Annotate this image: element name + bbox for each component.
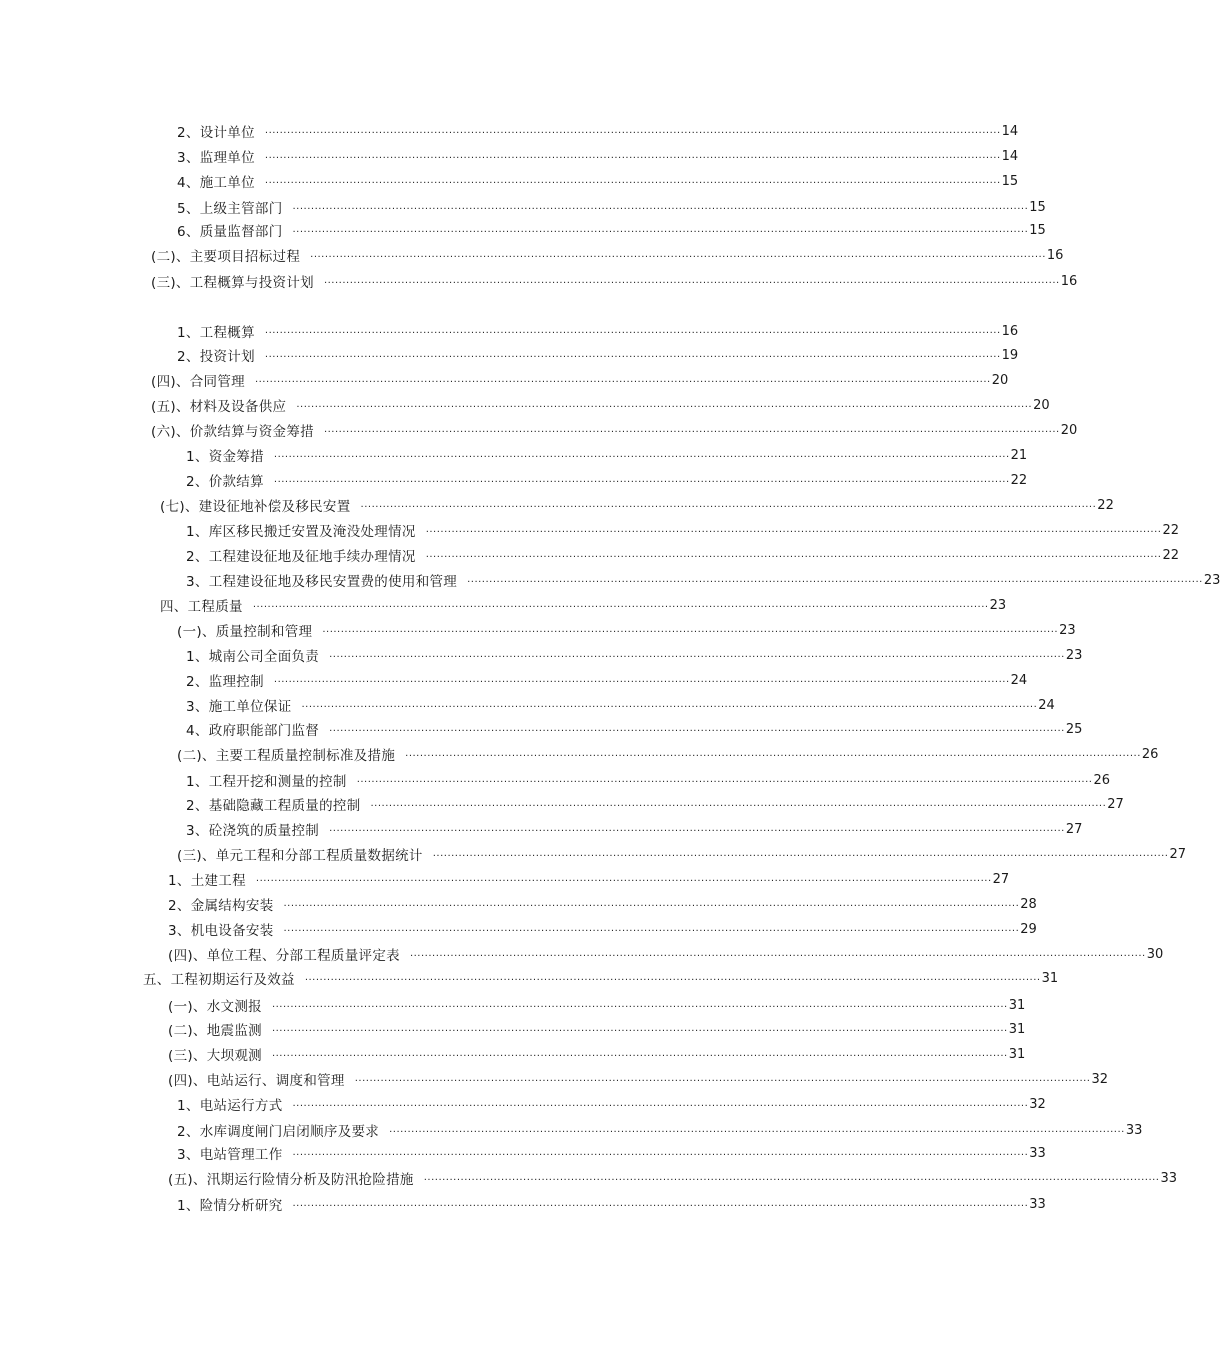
toc-leader-dots: ........................................................................................................................................................................................................ — [283, 898, 1020, 909]
toc-entry-title: 4、施工单位 — [177, 175, 255, 191]
toc-entry-title: (三)、单元工程和分部工程质量数据统计 — [177, 848, 423, 864]
toc-leader-dots: ........................................................................................................................................................................................................ — [271, 999, 1008, 1010]
toc-entry-page: 23 — [989, 597, 1007, 613]
toc-entry-page: 24 — [1038, 697, 1055, 713]
toc-entry-page: 15 — [1029, 199, 1046, 215]
toc-entry — [177, 1194, 1046, 1214]
toc-entry-title: 4、政府职能部门监督 — [186, 723, 320, 739]
toc-entry-title: 3、砼浇筑的质量控制 — [186, 823, 320, 839]
toc-entry-title: 五、工程初期运行及效益 — [143, 972, 295, 988]
toc-entry — [151, 420, 1078, 440]
toc-leader-dots: ........................................................................................................................................................................................................ — [264, 150, 1001, 161]
toc-entry-page: 22 — [1097, 497, 1114, 513]
toc-entry-page: 16 — [1046, 247, 1064, 263]
toc-entry — [177, 744, 1159, 764]
toc-entry-page: 32 — [1091, 1071, 1109, 1087]
toc-entry-title: (三)、工程概算与投资计划 — [151, 275, 314, 291]
toc-entry — [177, 171, 1019, 191]
toc-entry-page: 24 — [1010, 672, 1028, 688]
toc-entry-title: 四、工程质量 — [160, 599, 243, 615]
toc-leader-dots: ........................................................................................................................................................................................................ — [389, 1124, 1125, 1135]
toc-entry-page: 29 — [1020, 921, 1037, 937]
toc-entry — [168, 869, 1010, 889]
toc-entry — [186, 794, 1124, 814]
toc-entry-page: 15 — [1029, 222, 1046, 238]
toc-leader-dots: ........................................................................................................................................................................................................ — [296, 399, 1033, 410]
toc-leader-dots: ........................................................................................................................................................................................................ — [323, 424, 1060, 435]
toc-leader-dots: ........................................................................................................................................................................................................ — [425, 524, 1162, 535]
toc-entry-page: 33 — [1029, 1196, 1046, 1212]
toc-entry-page: 22 — [1010, 472, 1028, 488]
toc-entry-title: (六)、价款结算与资金筹措 — [151, 424, 314, 440]
toc-entry-page: 23 — [1065, 647, 1083, 663]
toc-entry-title: 5、上级主管部门 — [177, 201, 283, 217]
toc-leader-dots: ........................................................................................................................................................................................................ — [356, 774, 1093, 785]
toc-entry — [186, 695, 1055, 715]
toc-entry-title: 1、工程概算 — [177, 325, 255, 341]
toc-leader-dots: ........................................................................................................................................................................................................ — [273, 674, 1010, 685]
toc-leader-dots: ........................................................................................................................................................................................................ — [425, 549, 1162, 560]
toc-entry — [168, 1069, 1109, 1089]
toc-entry — [168, 919, 1037, 939]
toc-entry-title: 3、施工单位保证 — [186, 699, 292, 715]
toc-entry — [177, 1143, 1046, 1163]
toc-entry-title: (二)、地震监测 — [168, 1023, 262, 1039]
toc-leader-dots: ........................................................................................................................................................................................................ — [255, 873, 992, 884]
toc-entry-page: 31 — [1041, 970, 1059, 986]
toc-leader-dots: ........................................................................................................................................................................................................ — [370, 798, 1107, 809]
toc-leader-dots: ........................................................................................................................................................................................................ — [292, 1198, 1029, 1209]
toc-entry — [186, 645, 1083, 665]
toc-entry-page: 26 — [1141, 746, 1159, 762]
toc-leader-dots: ........................................................................................................................................................................................................ — [292, 1098, 1029, 1109]
toc-entry — [168, 894, 1037, 914]
toc-entry-page: 20 — [1060, 422, 1078, 438]
toc-entry-title: (一)、水文测报 — [168, 999, 262, 1015]
toc-entry-title: 2、投资计划 — [177, 349, 255, 365]
toc-entry — [177, 121, 1019, 141]
toc-entry-title: 6、质量监督部门 — [177, 224, 283, 240]
toc-entry-title: 2、监理控制 — [186, 674, 264, 690]
toc-leader-dots: ........................................................................................................................................................................................................ — [292, 201, 1029, 212]
toc-entry — [177, 321, 1019, 341]
toc-leader-dots: ........................................................................................................................................................................................................ — [423, 1172, 1160, 1183]
toc-leader-dots: ........................................................................................................................................................................................................ — [329, 823, 1065, 834]
toc-entry-title: 2、设计单位 — [177, 125, 255, 141]
toc-entry — [143, 968, 1059, 988]
toc-entry — [168, 995, 1026, 1015]
toc-entry-page: 33 — [1160, 1170, 1178, 1186]
toc-entry-title: 1、工程开挖和测量的控制 — [186, 774, 347, 790]
toc-entry-page: 16 — [1060, 273, 1078, 289]
toc-entry — [168, 1044, 1026, 1064]
toc-entry — [168, 1019, 1026, 1039]
toc-entry-page: 31 — [1008, 1021, 1026, 1037]
toc-entry-page: 33 — [1029, 1145, 1046, 1161]
toc-entry-page: 15 — [1001, 173, 1019, 189]
toc-entry-page: 30 — [1146, 946, 1164, 962]
toc-entry — [151, 271, 1078, 291]
toc-entry — [186, 545, 1179, 565]
toc-entry-title: 1、土建工程 — [168, 873, 246, 889]
toc-entry — [186, 770, 1110, 790]
toc-entry-page: 14 — [1001, 148, 1019, 164]
toc-entry-title: (七)、建设征地补偿及移民安置 — [160, 499, 351, 515]
toc-leader-dots: ........................................................................................................................................................................................................ — [254, 374, 991, 385]
toc-entry-page: 31 — [1008, 1046, 1026, 1062]
toc-entry-title: 2、价款结算 — [186, 474, 264, 490]
toc-leader-dots: ........................................................................................................................................................................................................ — [304, 972, 1041, 983]
toc-entry-title: (二)、主要项目招标过程 — [151, 249, 301, 265]
toc-entry — [160, 595, 1007, 615]
toc-entry-page: 20 — [991, 372, 1009, 388]
toc-entry-title: (二)、主要工程质量控制标准及措施 — [177, 748, 396, 764]
toc-entry — [168, 944, 1164, 964]
toc-entry-title: (四)、电站运行、调度和管理 — [168, 1073, 345, 1089]
toc-entry-page: 14 — [1001, 123, 1019, 139]
toc-leader-dots: ........................................................................................................................................................................................................ — [252, 599, 989, 610]
toc-entry-title: (三)、大坝观测 — [168, 1048, 262, 1064]
toc-entry-page: 27 — [992, 871, 1010, 887]
toc-entry — [177, 1094, 1046, 1114]
toc-entry-title: 3、电站管理工作 — [177, 1147, 283, 1163]
toc-entry-page: 33 — [1125, 1122, 1143, 1138]
toc-leader-dots: ........................................................................................................................................................................................................ — [405, 748, 1141, 759]
toc-leader-dots: ........................................................................................................................................................................................................ — [271, 1048, 1008, 1059]
toc-entry — [186, 520, 1179, 540]
toc-entry-title: 3、监理单位 — [177, 150, 255, 166]
toc-entry — [151, 395, 1050, 415]
toc-entry-title: 1、资金筹措 — [186, 449, 264, 465]
toc-entry — [160, 495, 1114, 515]
toc-entry-title: (四)、合同管理 — [151, 374, 245, 390]
toc-entry-page: 32 — [1029, 1096, 1046, 1112]
toc-entry-title: 2、工程建设征地及征地手续办理情况 — [186, 549, 416, 565]
toc-entry-title: (五)、材料及设备供应 — [151, 399, 287, 415]
toc-leader-dots: ........................................................................................................................................................................................................ — [322, 624, 1059, 635]
toc-leader-dots: ........................................................................................................................................................................................................ — [264, 325, 1001, 336]
toc-leader-dots: ........................................................................................................................................................................................................ — [310, 249, 1046, 260]
toc-entry — [177, 620, 1076, 640]
toc-entry-title: (四)、单位工程、分部工程质量评定表 — [168, 948, 400, 964]
toc-entry-title: 1、电站运行方式 — [177, 1098, 283, 1114]
toc-entry — [177, 146, 1019, 166]
toc-entry-title: (一)、质量控制和管理 — [177, 624, 313, 640]
toc-entry-page: 28 — [1020, 896, 1037, 912]
toc-entry-page: 31 — [1008, 997, 1026, 1013]
toc-entry-page: 22 — [1162, 522, 1179, 538]
toc-leader-dots: ........................................................................................................................................................................................................ — [283, 923, 1020, 934]
toc-entry-page: 20 — [1033, 397, 1050, 413]
toc-entry-page: 27 — [1169, 846, 1187, 862]
toc-entry-page: 19 — [1001, 347, 1019, 363]
toc-entry-title: 2、水库调度闸门启闭顺序及要求 — [177, 1124, 380, 1140]
toc-leader-dots: ........................................................................................................................................................................................................ — [329, 723, 1065, 734]
toc-entry-page: 27 — [1065, 821, 1083, 837]
toc-entry — [186, 719, 1083, 739]
toc-entry — [177, 1120, 1143, 1140]
toc-leader-dots: ........................................................................................................................................................................................................ — [409, 948, 1146, 959]
toc-leader-dots: ........................................................................................................................................................................................................ — [273, 449, 1010, 460]
toc-leader-dots: ........................................................................................................................................................................................................ — [329, 649, 1065, 660]
toc-entry — [177, 844, 1187, 864]
toc-entry-page: 26 — [1093, 772, 1110, 788]
toc-entry-page: 23 — [1059, 622, 1076, 638]
toc-entry-page: 23 — [1203, 572, 1220, 588]
toc-entry — [186, 670, 1028, 690]
toc-entry-page: 22 — [1162, 547, 1179, 563]
toc-entry — [177, 345, 1019, 365]
toc-entry-title: 1、城南公司全面负责 — [186, 649, 320, 665]
toc-leader-dots: ........................................................................................................................................................................................................ — [360, 499, 1097, 510]
toc-leader-dots: ........................................................................................................................................................................................................ — [432, 848, 1169, 859]
toc-leader-dots: ........................................................................................................................................................................................................ — [271, 1023, 1008, 1034]
toc-entry — [177, 197, 1046, 217]
toc-leader-dots: ........................................................................................................................................................................................................ — [467, 574, 1203, 585]
toc-entry-title: 3、工程建设征地及移民安置费的使用和管理 — [186, 574, 458, 590]
toc-leader-dots: ........................................................................................................................................................................................................ — [264, 349, 1001, 360]
toc-entry-page: 27 — [1107, 796, 1124, 812]
toc-entry — [186, 570, 1220, 590]
toc-entry — [177, 220, 1046, 240]
toc-entry-title: 2、基础隐藏工程质量的控制 — [186, 798, 361, 814]
toc-leader-dots: ........................................................................................................................................................................................................ — [292, 224, 1029, 235]
toc-leader-dots: ........................................................................................................................................................................................................ — [273, 474, 1010, 485]
toc-entry — [151, 245, 1064, 265]
toc-entry-page: 21 — [1010, 447, 1028, 463]
toc-entry-title: (五)、汛期运行险情分析及防汛抢险措施 — [168, 1172, 414, 1188]
toc-entry-title: 3、机电设备安装 — [168, 923, 274, 939]
toc-entry — [186, 819, 1083, 839]
toc-entry-title: 2、金属结构安装 — [168, 898, 274, 914]
toc-leader-dots: ........................................................................................................................................................................................................ — [301, 699, 1038, 710]
toc-leader-dots: ........................................................................................................................................................................................................ — [292, 1147, 1029, 1158]
toc-entry-page: 16 — [1001, 323, 1019, 339]
toc-entry-page: 25 — [1065, 721, 1083, 737]
toc-entry — [151, 370, 1009, 390]
toc-leader-dots: ........................................................................................................................................................................................................ — [264, 175, 1001, 186]
toc-entry — [168, 1168, 1178, 1188]
toc-leader-dots: ........................................................................................................................................................................................................ — [323, 275, 1060, 286]
toc-entry-title: 1、库区移民搬迁安置及淹没处理情况 — [186, 524, 416, 540]
toc-leader-dots: ........................................................................................................................................................................................................ — [264, 125, 1001, 136]
toc-entry — [186, 445, 1028, 465]
toc-leader-dots: ........................................................................................................................................................................................................ — [354, 1073, 1091, 1084]
toc-entry-title: 1、险情分析研究 — [177, 1198, 283, 1214]
toc-entry — [186, 470, 1028, 490]
